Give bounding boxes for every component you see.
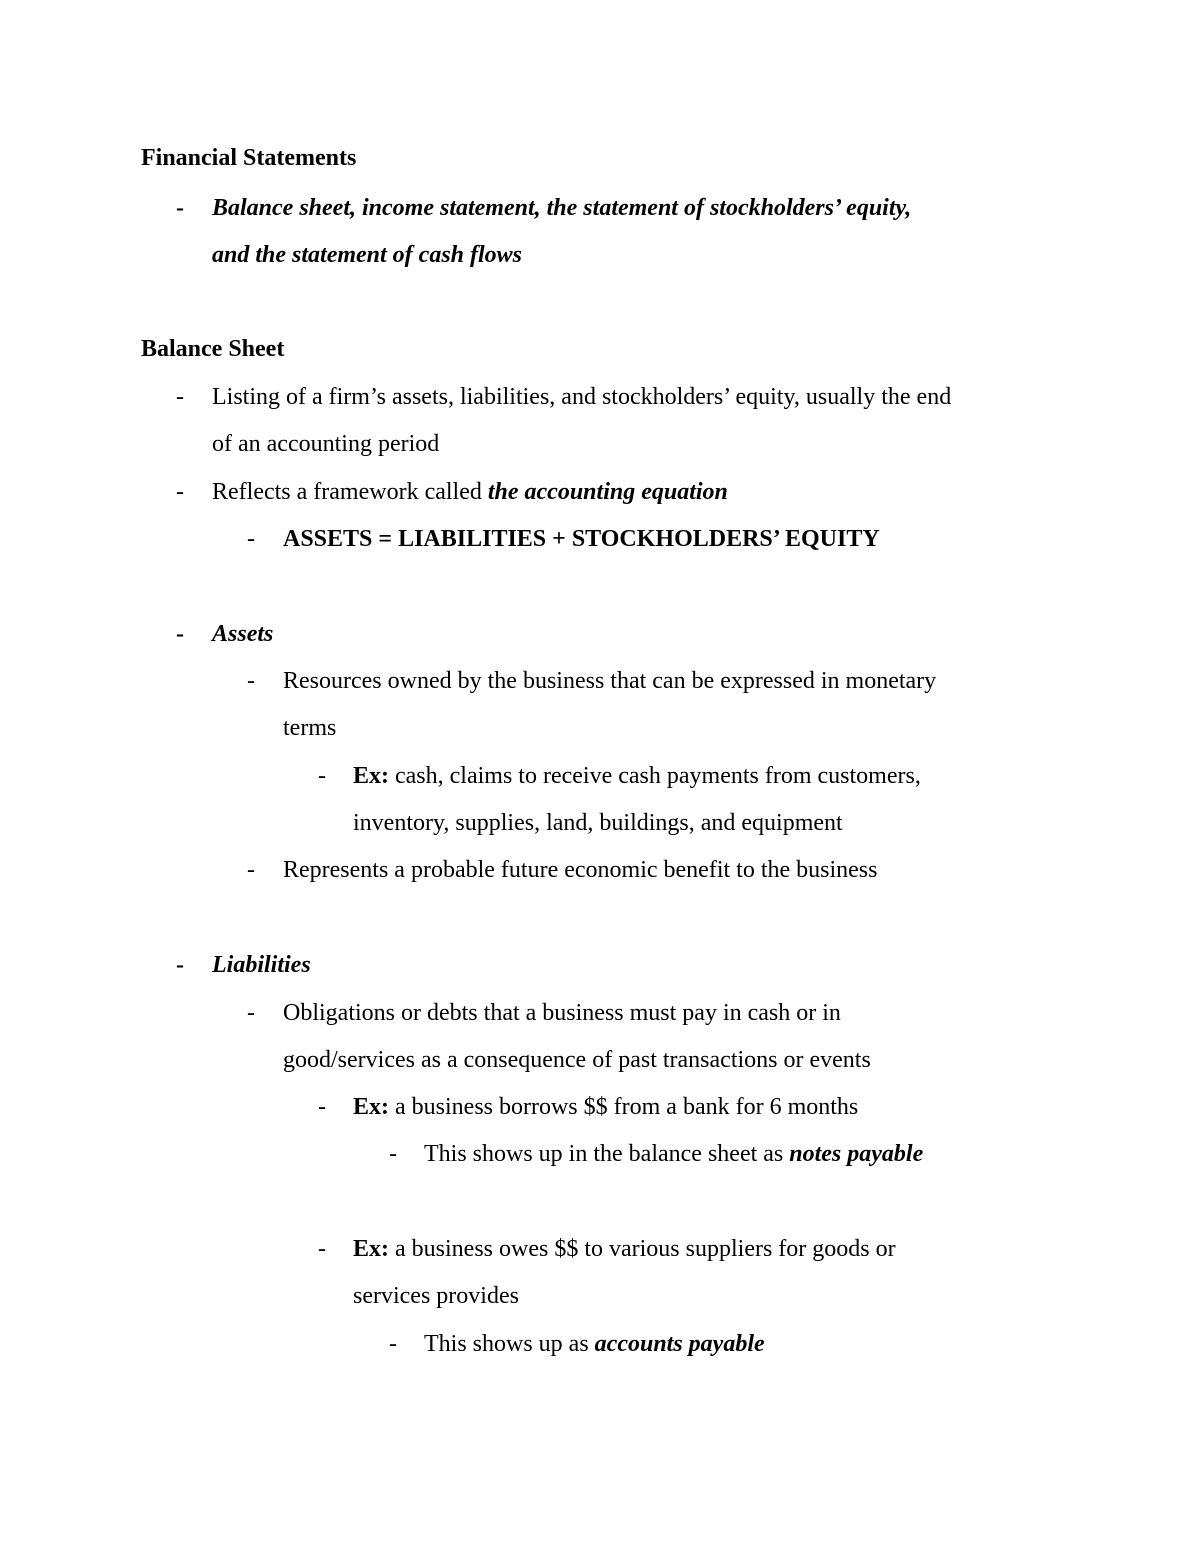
example-label: Ex: (353, 763, 389, 789)
bullet-dash: - (176, 195, 184, 221)
bullet-dash: - (247, 668, 255, 694)
bullet-dash: - (247, 1000, 255, 1026)
bullet-dash: - (389, 1331, 397, 1357)
bullet-dash: - (318, 1236, 326, 1262)
bullet-dash: - (176, 952, 184, 978)
reflects-text: Reflects a framework called (212, 479, 488, 505)
balance-sheet-reflects-line (212, 480, 728, 504)
assets-represents: Represents a probable future economic benefit to the business (283, 857, 878, 883)
liabilities-example1-text: a business borrows $$ from a bank for 6 months (389, 1094, 859, 1120)
bullet-dash: - (247, 857, 255, 883)
assets-example-line2: inventory, supplies, land, buildings, and equipment (353, 810, 843, 836)
accounts-payable-term: accounts payable (594, 1331, 765, 1357)
assets-example-text: cash, claims to receive cash payments from customers, (389, 763, 921, 789)
assets-definition-line1: Resources owned by the business that can be expressed in monetary (283, 668, 937, 694)
accounts-payable-line (424, 1332, 765, 1356)
assets-example-line1 (353, 764, 921, 788)
example-label: Ex: (353, 1236, 389, 1262)
notes-payable-term: notes payable (789, 1141, 924, 1167)
notes-payable-line (424, 1142, 923, 1166)
notes-payable-prefix: This shows up in the balance sheet as (424, 1141, 790, 1167)
accounts-payable-prefix: This shows up as (424, 1331, 595, 1357)
liabilities-example1 (353, 1095, 858, 1119)
liabilities-example2-text: a business owes $$ to various suppliers for goods or (389, 1236, 896, 1262)
heading-assets: Assets (212, 621, 274, 647)
liabilities-definition-line2: good/services as a consequence of past transactions or events (283, 1047, 871, 1073)
accounting-equation-term: the accounting equation (487, 479, 728, 505)
balance-sheet-definition-line2: of an accounting period (212, 431, 440, 457)
heading-balance-sheet: Balance Sheet (141, 336, 285, 362)
bullet-dash: - (318, 763, 326, 789)
balance-sheet-definition-line1: Listing of a firm’s assets, liabilities, and stockholders’ equity, usually the end (212, 384, 952, 410)
example-label: Ex: (353, 1094, 389, 1120)
bullet-dash: - (176, 384, 184, 410)
bullet-dash: - (176, 479, 184, 505)
accounting-equation: ASSETS = LIABILITIES + STOCKHOLDERS’ EQUITY (283, 526, 880, 552)
bullet-dash: - (389, 1141, 397, 1167)
assets-definition-line2: terms (283, 715, 337, 741)
liabilities-example2-line1 (353, 1237, 896, 1261)
financial-statements-list-line2: and the statement of cash flows (212, 242, 523, 268)
heading-liabilities: Liabilities (212, 952, 311, 978)
bullet-dash: - (176, 621, 184, 647)
bullet-dash: - (247, 526, 255, 552)
heading-financial-statements: Financial Statements (141, 145, 357, 171)
bullet-dash: - (318, 1094, 326, 1120)
liabilities-example2-line2: services provides (353, 1283, 519, 1309)
financial-statements-list-line1: Balance sheet, income statement, the statement of stockholders’ equity, (212, 195, 912, 221)
liabilities-definition-line1: Obligations or debts that a business must pay in cash or in (283, 1000, 841, 1026)
